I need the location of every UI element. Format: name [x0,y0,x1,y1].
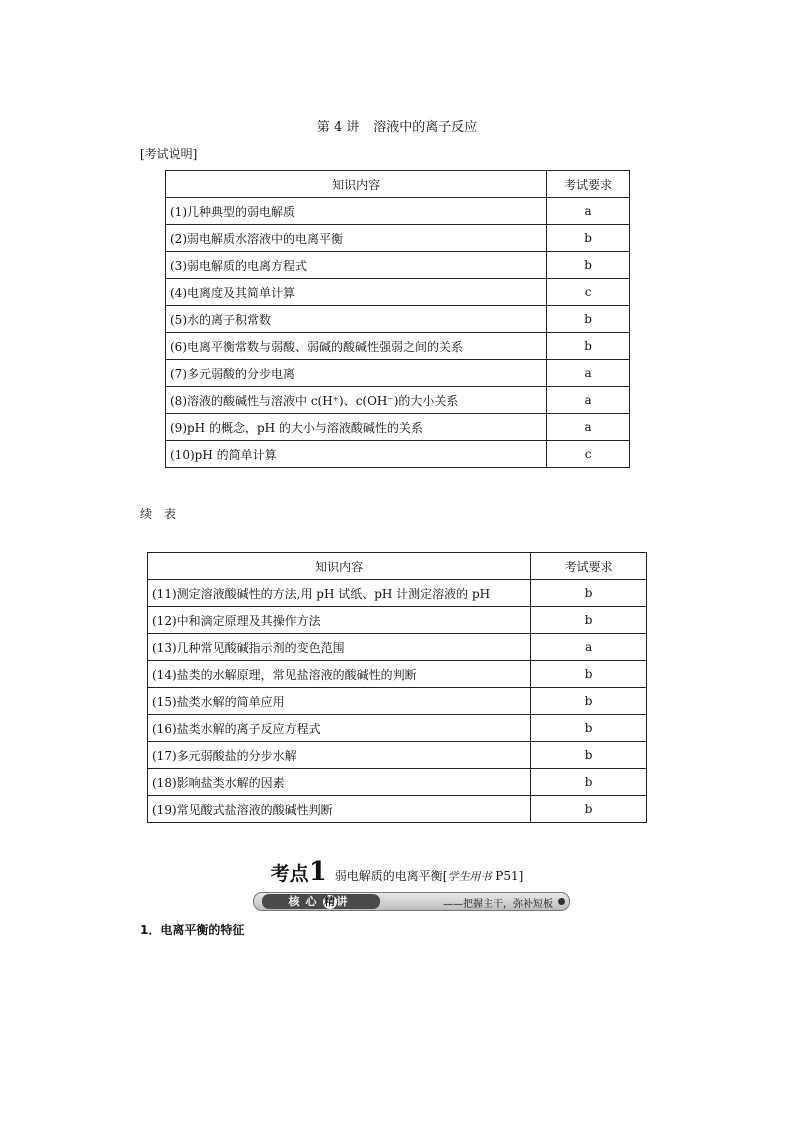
core-lecture-tag [262,894,380,909]
requirement-level: a [547,198,630,225]
knowledge-item: (6)电离平衡常数与弱酸、弱碱的酸碱性强弱之间的关系 [166,333,547,360]
exam-description-label: [考试说明] [140,147,198,161]
table-row [166,387,630,414]
header-content: 知识内容 [148,553,531,580]
table-row [148,688,647,715]
table-row [166,306,630,333]
table-row [148,796,647,823]
knowledge-item: (9)pH 的概念，pH 的大小与溶液酸碱性的关系 [166,414,547,441]
table-row [148,661,647,688]
lesson-number: 第 4 讲 [316,120,360,135]
requirement-level: b [531,580,647,607]
table-row [166,252,630,279]
tag-char-1: 核 [288,895,306,908]
lesson-topic: 溶液中的离子反应 [373,120,478,135]
knowledge-item: (1)几种典型的弱电解质 [166,198,547,225]
table-row [166,279,630,306]
knowledge-item: (16)盐类水解的离子反应方程式 [148,715,531,742]
table-row [148,634,647,661]
requirement-level: c [547,279,630,306]
lesson-title [0,116,794,135]
bullet-icon [558,898,565,905]
requirement-level: b [531,742,647,769]
knowledge-item: (3)弱电解质的电离方程式 [166,252,547,279]
requirement-level: b [531,607,647,634]
header-requirement: 考试要求 [531,553,647,580]
header-content: 知识内容 [166,171,547,198]
section-heading-1: 1．电离平衡的特征 [140,923,245,937]
requirements-table-2 [147,552,647,823]
requirement-level: a [531,634,647,661]
kaodian-number: 1 [308,857,327,887]
requirement-level: a [547,387,630,414]
requirement-level: b [547,225,630,252]
knowledge-item: (12)中和滴定原理及其操作方法 [148,607,531,634]
tag-char-4: 讲 [336,895,354,908]
requirement-level: a [547,360,630,387]
tag-char-2: 心 [305,895,323,908]
table-row [166,414,630,441]
kaodian-page: P51] [491,869,524,883]
requirement-level: b [547,333,630,360]
requirement-level: b [547,306,630,333]
knowledge-item: (7)多元弱酸的分步电离 [166,360,547,387]
knowledge-item: (14)盐类的水解原理，常见盐溶液的酸碱性的判断 [148,661,531,688]
requirement-level: c [547,441,630,468]
table-row [148,769,647,796]
requirement-level: b [531,796,647,823]
requirement-level: b [531,688,647,715]
knowledge-item: (15)盐类水解的简单应用 [148,688,531,715]
table-row [166,441,630,468]
knowledge-item: (2)弱电解质水溶液中的电离平衡 [166,225,547,252]
knowledge-item: (5)水的离子积常数 [166,306,547,333]
kaodian-topic: 弱电解质的电离平衡[ [334,869,448,883]
kaodian-label: 考点 [270,863,309,885]
table-row [148,580,647,607]
table-header-row [148,553,647,580]
knowledge-item: (18)影响盐类水解的因素 [148,769,531,796]
requirement-level: b [531,769,647,796]
knowledge-item: (10)pH 的简单计算 [166,441,547,468]
kaodian-heading [0,857,794,887]
tag-char-3: 精 [324,895,335,908]
requirement-level: b [531,715,647,742]
table-header-row [166,171,630,198]
banner-slogan: ——把握主干，弥补短板 [443,899,553,910]
table-row [148,715,647,742]
knowledge-item: (19)常见酸式盐溶液的酸碱性判断 [148,796,531,823]
knowledge-item: (4)电离度及其简单计算 [166,279,547,306]
continued-label [140,505,176,522]
knowledge-item: (13)几种常见酸碱指示剂的变色范围 [148,634,531,661]
requirement-level: a [547,414,630,441]
kaodian-ref: 学生用书 [447,870,492,883]
table-row [166,198,630,225]
requirement-level: b [547,252,630,279]
core-lecture-banner [253,892,570,911]
table-row [166,225,630,252]
requirement-level: b [531,661,647,688]
table-row [166,360,630,387]
table-row [148,607,647,634]
table-row [166,333,630,360]
requirements-table-1 [165,170,630,468]
knowledge-item: (8)溶液的酸碱性与溶液中 c(H⁺)、c(OH⁻)的大小关系 [166,387,547,414]
continued-label-a: 续 [140,507,153,521]
header-requirement: 考试要求 [547,171,630,198]
knowledge-item: (17)多元弱酸盐的分步水解 [148,742,531,769]
continued-label-b: 表 [164,507,177,521]
knowledge-item: (11)测定溶液酸碱性的方法,用 pH 试纸、pH 计测定溶液的 pH [148,580,531,607]
table-row [148,742,647,769]
